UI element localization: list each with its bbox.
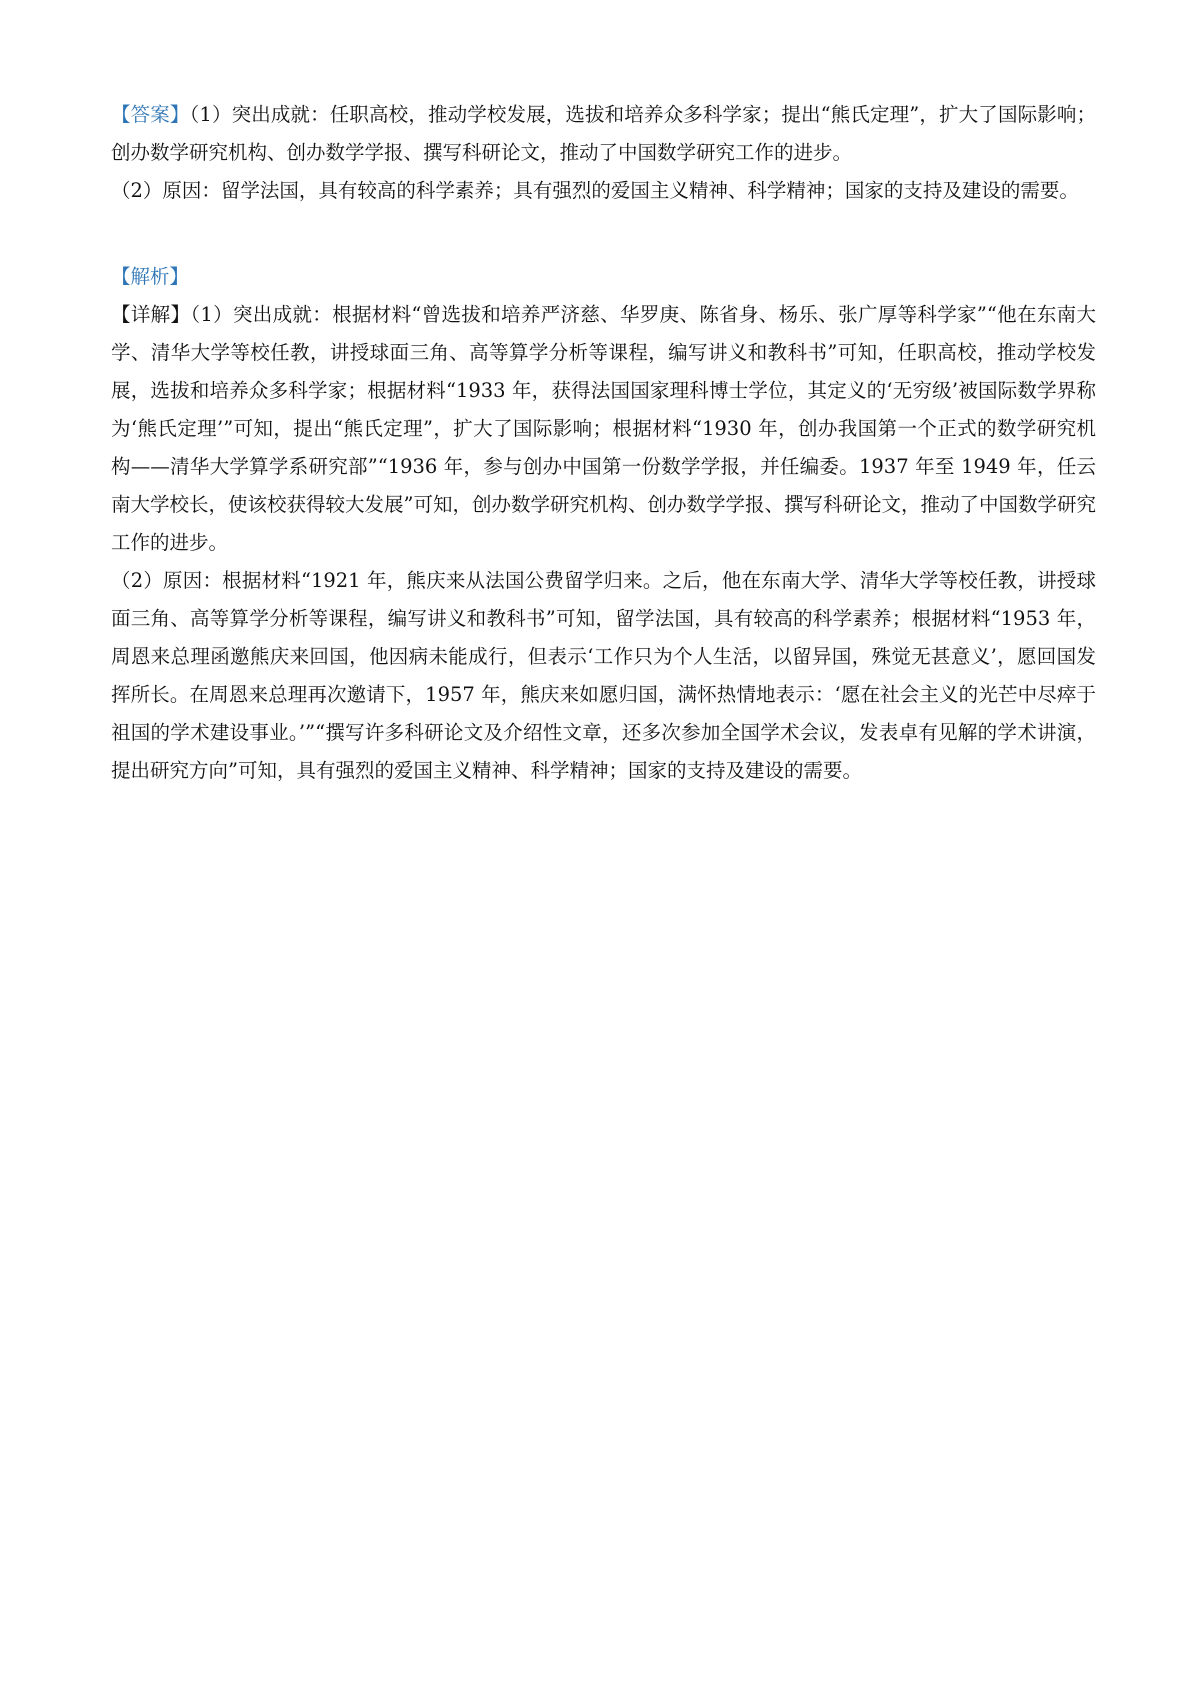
answer-tag: 【答案】 xyxy=(111,103,190,126)
analysis-heading xyxy=(111,258,1096,296)
section-gap xyxy=(111,210,1096,258)
analysis-tag: 【解析】 xyxy=(111,265,190,288)
analysis-part2: （2）原因：根据材料“1921 年，熊庆来从法国公费留学归来。之后，他在东南大学、清华大学等校任教，讲授球面三角、高等算学分析等课程，编写讲义和教科书”可知，留学法国，具有较高的科学素养；根据材料“1953 年，周恩来总理函邀熊庆来回国，他因病未能成行，但表示‘工作只为个人生活，以留异国，殊觉无甚意义’，愿回国发挥所长。在周恩来总理再次邀请下，1957 年，熊庆来如愿归国，满怀热情地表示：‘愿在社会主义的光芒中尽瘁于祖国的学术建设事业。’”“撰写许多科研论文及介绍性文章，还多次参加全国学术会议，发表卓有见解的学术讲演，提出研究方向”可知，具有强烈的爱国主义精神、科学精神；国家的支持及建设的需要。 xyxy=(111,569,1096,782)
document-page xyxy=(111,96,1096,790)
answer-part1-text: （1）突出成就：任职高校，推动学校发展，选拔和培养众多科学家；提出“熊氏定理”，扩大了国际影响；创办数学研究机构、创办数学学报、撰写科研论文，推动了中国数学研究工作的进步。 xyxy=(111,103,1096,164)
detail-tag: 【详解】 xyxy=(111,303,191,326)
answer-part1 xyxy=(111,96,1096,172)
answer-part2: （2）原因：留学法国，具有较高的科学素养；具有强烈的爱国主义精神、科学精神；国家的支持及建设的需要。 xyxy=(111,179,1079,202)
analysis-part1-text: （1）突出成就：根据材料“曾选拔和培养严济慈、华罗庚、陈省身、杨乐、张广厚等科学家”“他在东南大学、清华大学等校任教，讲授球面三角、高等算学分析等课程，编写讲义和教科书”可知，任职高校，推动学校发展，选拔和培养众多科学家；根据材料“1933 年，获得法国国家理科博士学位，其定义的‘无穷级’被国际数学界称为‘熊氏定理’”可知，提出“熊氏定理”，扩大了国际影响；根据材料“1930 年，创办我国第一个正式的数学研究机构——清华大学算学系研究部”“1936 年，参与创办中国第一份数学学报，并任编委。1937 年至 1949 年，任云南大学校长，使该校获得较大发展”可知，创办数学研究机构、创办数学学报、撰写科研论文，推动了中国数学研究工作的进步。 xyxy=(111,303,1096,554)
analysis-part1 xyxy=(111,296,1096,562)
